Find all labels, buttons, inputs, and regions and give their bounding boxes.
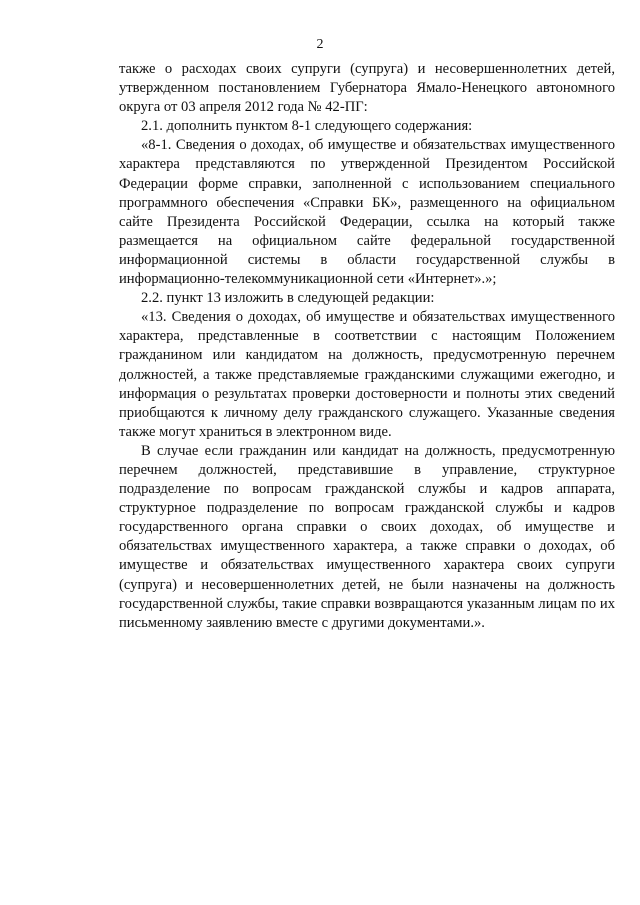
paragraph-point-13: «13. Сведения о доходах, об имуществе и обязательствах имущественного характера, представленные в соответствии с настоящим Положением гражданином или кандидатом на должность, предусмотренную перечнем должностей, а также представляемые гражданскими служащими ежегодно, и информация о результатах проверки достоверности и полноты этих сведений приобщаются к личному делу гражданского служащего. Указанные сведения также могут храниться в электронном виде. bbox=[119, 309, 615, 440]
page-number: 2 bbox=[316, 37, 324, 52]
paragraph-item-2-1: 2.1. дополнить пунктом 8-1 следующего содержания: bbox=[141, 118, 473, 135]
paragraph-point-8-1: «8-1. Сведения о доходах, об имуществе и обязательствах имущественного характера представляются по утвержденной Президентом Российской Федерации форме справки, заполненной с использованием специального программного обеспечения «Справки БК», размещенного на официальном сайте Президента Российской Федерации, ссылка на который также размещается на официальном сайте федеральной государственной информационной системы в области государственной службы в информационно-телекоммуникационной сети «Интернет».»; bbox=[119, 137, 615, 288]
paragraph-item-2-2: 2.2. пункт 13 изложить в следующей редакции: bbox=[141, 290, 435, 307]
paragraph-point-13-case: В случае если гражданин или кандидат на должность, предусмотренную перечнем должностей, представившие в управление, структурное подразделение по вопросам гражданской службы и кадров аппарата, структурное подразделение по вопросам гражданской службы и кадров государственного органа справки о своих доходах, об имуществе и обязательствах имущественного характера, а также справки о доходах, об имуществе и обязательствах имущественного характера своих супруги (супруга) и несовершеннолетних детей, не были назначены на должность государственной службы, такие справки возвращаются указанным лицам по их письменному заявлению вместе с другими документами.». bbox=[119, 442, 615, 631]
paragraph-continuation: также о расходах своих супруги (супруга) и несовершеннолетних детей, утвержденном постановлением Губернатора Ямало-Ненецкого автономного округа от 03 апреля 2012 года № 42-ПГ: bbox=[119, 61, 615, 116]
document-body bbox=[119, 60, 615, 633]
